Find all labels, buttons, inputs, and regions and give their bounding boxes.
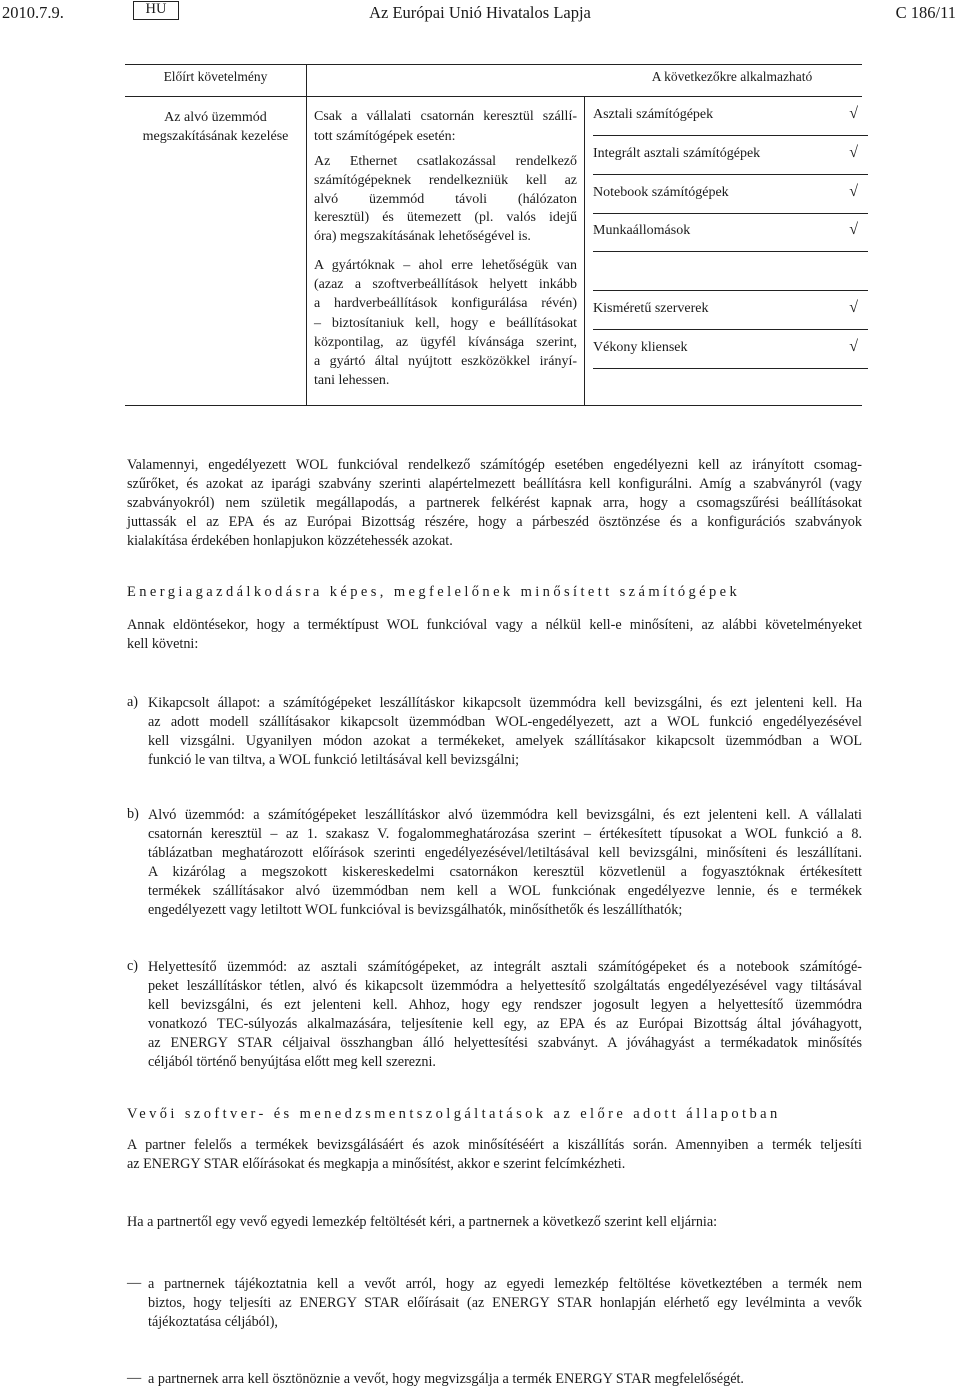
check-mark-icon: √	[849, 338, 858, 355]
dash-item-inform-customer: a partnernek tájékoztatnia kell a vevőt arról, hogy az egyedi lemezkép feltöltése következtében a termék nem biztos, hogy teljesíti az ENERGY STAR előírásait (az ENERGY STAR honlapján elérhető egy levélminta a vevők tájékoztatása céljából),	[148, 1276, 862, 1331]
requirement-name: Az alvó üzemmód megszakításának kezelése	[142, 110, 289, 144]
paragraph-qualification-intro: Annak eldöntésekor, hogy a terméktípust WOL funkcióval vagy a nélkül kell-e minősíteni, az alábbi követelményeket kell követni:	[127, 617, 862, 653]
section-heading-customer-software: Vevői szoftver- és menedzsmentszolgáltatások az előre adott állapotban	[127, 1106, 781, 1122]
list-dash: —	[127, 1275, 142, 1291]
applicability-row: Vékony kliensek √	[593, 330, 868, 369]
check-mark-icon: √	[849, 299, 858, 316]
applicability-row: Notebook számítógépek √	[593, 175, 868, 214]
list-item-letter: b)	[127, 806, 139, 822]
requirement-text-intro: Csak a vállalati csatornán keresztül szállí- tott számítógépek esetén:	[314, 109, 577, 144]
page-number: C 186/11	[895, 3, 956, 22]
requirement-text-ethernet: Az Ethernet csatlakozással rendelkező számítógépeknek rendelkezniük kell az alvó üzemmód távoli (hálózaton keresztül) és ütemezett (pl. valós idejű óra) megszakításának lehetőségével is.	[314, 154, 577, 245]
paragraph-partner-responsibility: A partner felelős a termékek bevizsgálásáért és azok minősítéséért a kiszállítás során. Amennyiben a termék teljesíti az ENERGY STAR előírásokat és megkapja a minősítést, akkor e szerint felcímkézheti.	[127, 1137, 862, 1173]
list-item-proxy-mode: Helyettesítő üzemmód: az asztali számítógépeket, az integrált asztali számítógépeket és a notebook számítógé- peket leszállításkor tétlen, alvó és kikapcsolt üzemmódra a helyettesítő szolgáltatás engedélyezésével vagy tiltásával kell bevizsgálni, és ezt jelenteni kell. Ahhoz, hogy egy rendszer jogosult legyen a helyettesítő üzemmódra vonatkozó TEC-súlyozás alkalmazására, teljesítenie kell egy, az EPA és az Európai Bizottság által jóváhagyott, az ENERGY STAR céljaival összhangban álló helyettesítési szabványt. A jóváhagyást a termékadatok minősítés céljából történő benyújtása előtt meg kell szerezni.	[148, 959, 862, 1071]
list-item-sleep-mode: Alvó üzemmód: a számítógépeket leszállításkor alvó üzemmódra kell bevizsgálni, és ezt jelenteni kell. A vállalati csatornán keresztül – az 1. szakasz V. fogalommeghatározása szerint – értékesített típusokat a WOL funkció a 8. táblázatban meghatározott előírások szerinti engedélyezésével/letiltásával kell bevizsgálni, minősíteni és leszállítani. A kizárólag a megszokott kiskereskedelmi csatornákon keresztül közvetlenül a fogyasztóknak értékesített termékek szállításakor alvó üzemmódban nem kell a WOL funkciónak engedélyezve lennie, és e termékek engedélyezett vagy letiltott WOL funkcióval is bevizsgálhatók, minősíthetők és leszállíthatók;	[148, 807, 862, 919]
paragraph-wol-filters: Valamennyi, engedélyezett WOL funkcióval rendelkező számítógép esetében engedélyezni kell az irányított csomag- szűrőket, és azokat az iparági szabvány szerinti alapértelmezett beállításra kell konfigurálni. Amíg a szabványról (vagy szabványokról) nem születik megállapodás, a partnerek felkérést kapnak arra, hogy a csomagszűrési beállításokat juttassák el az EPA és az Európai Bizottság részére, hogy a párbeszéd ösztönzése és a konfigurációs szabványok kialakítása érdekében honlapjukon közzétehessék azokat.	[127, 457, 862, 550]
list-item-off-mode: Kikapcsolt állapot: a számítógépeket leszállításkor kikapcsolt üzemmódra kell bevizsgálni, és ezt jelenteni kell. Ha az adott modell szállításakor kikapcsolt üzemmódban WOL-engedélyezett, azt a WOL funkció engedélyezésével kell vizsgálni. Ugyanilyen módon azokat a termékeket, amelyek szállításakor kikapcsolt üzemmódban a WOL funkció le van tiltva, a WOL funkció letiltásával kell bevizsgálni;	[148, 695, 862, 769]
table-col-divider-1	[306, 64, 307, 406]
list-dash: —	[127, 1370, 142, 1386]
check-mark-icon: √	[849, 221, 858, 238]
journal-title: Az Európai Unió Hivatalos Lapja	[369, 3, 591, 22]
section-heading-power-management: Energiagazdálkodásra képes, megfelelőnek minősített számítógépek	[127, 584, 741, 600]
list-item-letter: c)	[127, 958, 139, 974]
check-mark-icon: √	[849, 183, 858, 200]
column-header-requirement: Előírt követelmény	[163, 69, 268, 84]
applicability-row: Kisméretű szerverek √	[593, 291, 868, 330]
publication-date: 2010.7.9.	[2, 3, 64, 22]
table-bottom-rule	[125, 405, 862, 406]
check-mark-icon: √	[849, 144, 858, 161]
paragraph-custom-image: Ha a partnertől egy vevő egyedi lemezkép feltöltését kéri, a partnernek a következő szerint kell eljárnia:	[127, 1214, 718, 1230]
applicability-row: Asztali számítógépek √	[593, 97, 868, 136]
table-col-divider-2	[584, 96, 585, 406]
applicability-row: Munkaállomások √	[593, 213, 868, 252]
language-badge: HU	[133, 1, 179, 20]
requirement-text-manufacturers: A gyártóknak – ahol erre lehetőségük van (azaz a szoftverbeállítások helyett inkább a hardverbeállítások konfigurálása révén) – biztosítaniuk kell, hogy e beállításokat központilag, az ügyfél kívánsága szerint, a gyártó által nyújtott eszközökkel irányí- tani lehessen.	[314, 258, 577, 389]
check-mark-icon: √	[849, 105, 858, 122]
list-item-letter: a)	[127, 694, 139, 710]
dash-item-encourage-customer: a partnernek arra kell ösztönöznie a vevőt, hogy megvizsgálja a termék ENERGY STAR megfelelőségét.	[148, 1371, 744, 1387]
column-header-applicability: A következőkre alkalmazható	[651, 69, 813, 84]
table-top-rule	[125, 64, 862, 65]
applicability-row: Integrált asztali számítógépek √	[593, 136, 868, 175]
